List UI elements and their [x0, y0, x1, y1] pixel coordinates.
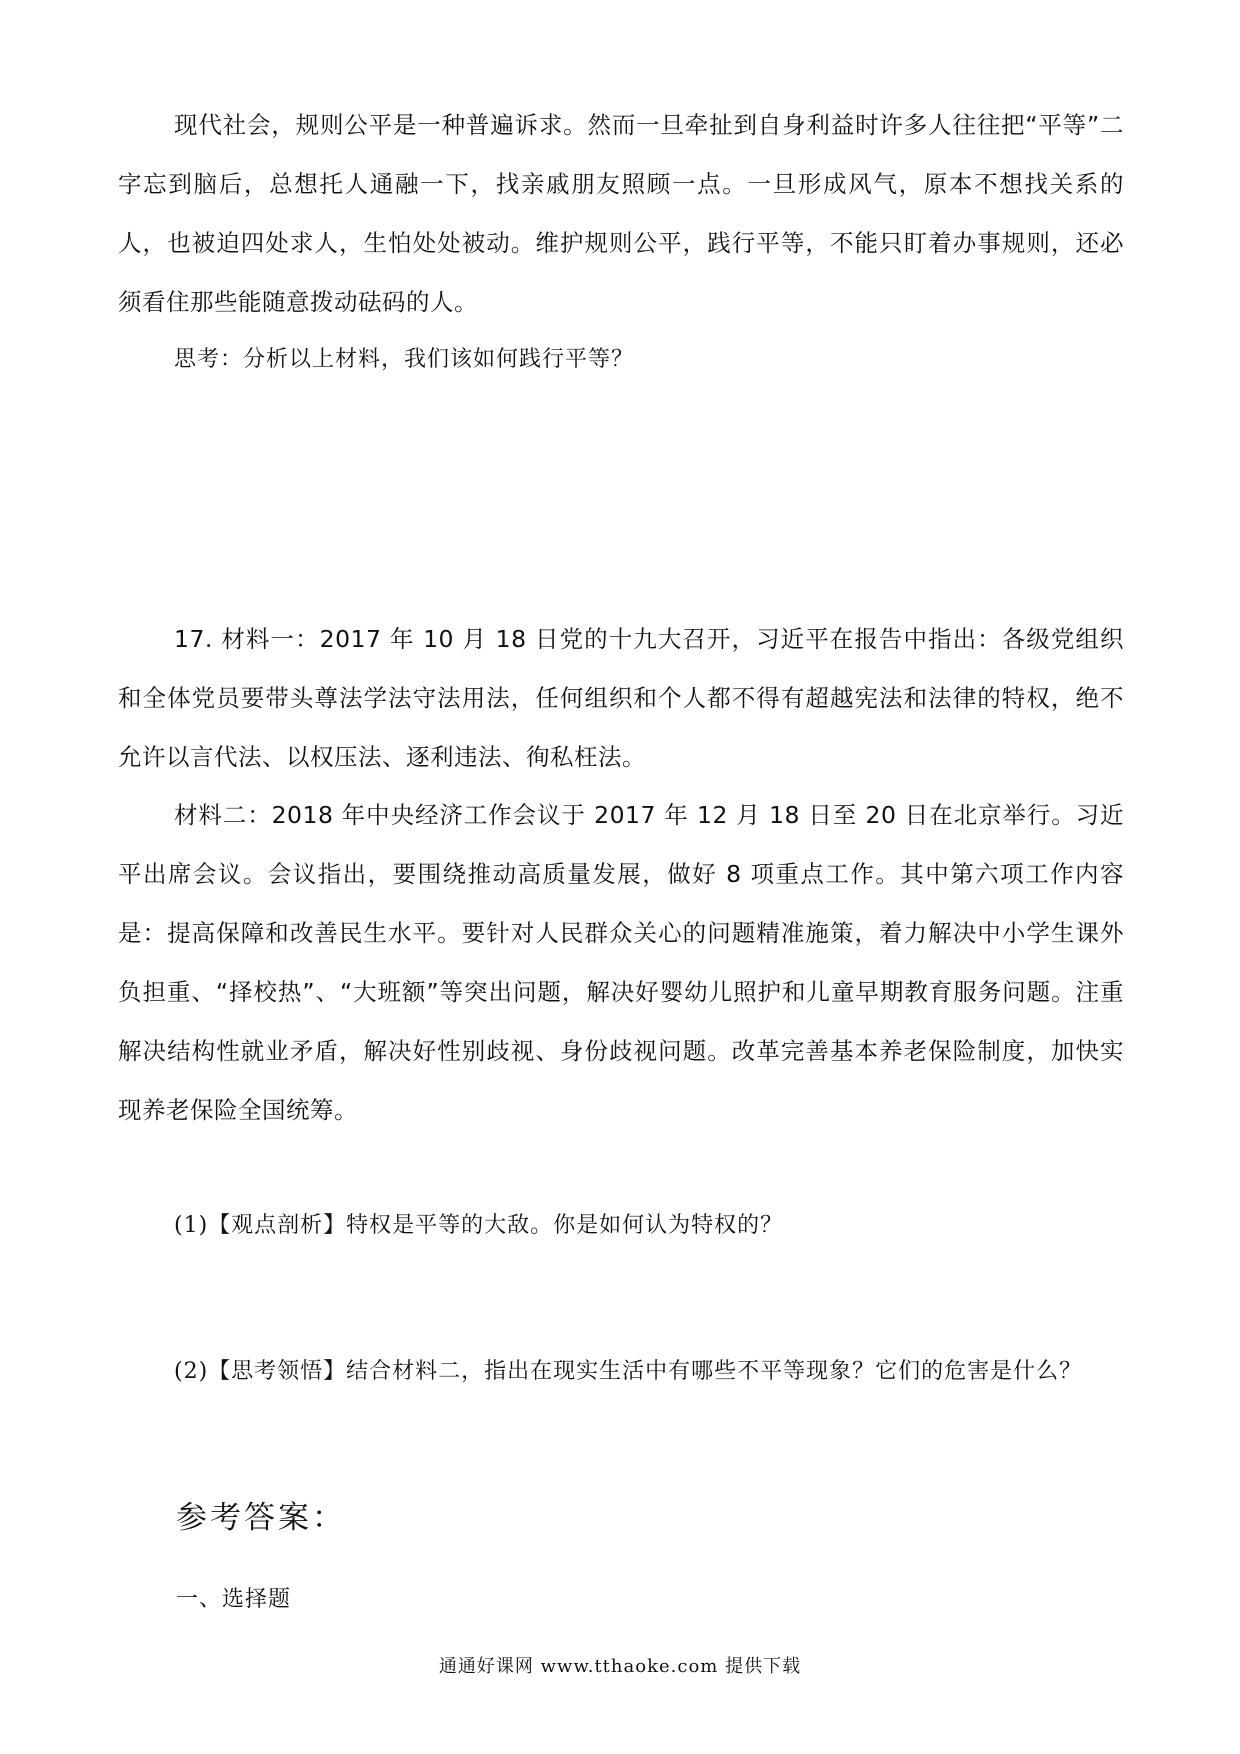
section-heading: 一、选择题	[176, 1587, 292, 1612]
q17-material-two: 材料二：2018 年中央经济工作会议于 2017 年 12 月 18 日至 20 日在北京举行。习近平出席会议。会议指出，要围绕推动高质量发展，做好 8 项重点工作。其中第六项工作内容是：提高保障和改善民生水平。要针对人民群众关心的问题精准施策，着力解决中小学生课外负担重、“择校热”、“大班额”等突出问题，解决好婴幼儿照护和儿童早期教育服务问题。注重解决结构性就业矛盾，解决好性别歧视、身份歧视问题。改革完善基本养老保险制度，加快实现养老保险全国统筹。	[118, 801, 1124, 1124]
answer-heading: 参考答案：	[176, 1500, 346, 1536]
q17-material-one: 17. 材料一：2017 年 10 月 18 日党的十九大召开，习近平在报告中指出：各级党组织和全体党员要带头尊法学法守法用法，任何组织和个人都不得有超越宪法和法律的特权，绝不允许以言代法、以权压法、逐利违法、徇私枉法。	[118, 625, 1124, 771]
think-question: 思考：分析以上材料，我们该如何践行平等？	[174, 347, 635, 372]
q17-subquestion-2: (2)【思考领悟】结合材料二，指出在现实生活中有哪些不平等现象？它们的危害是什么？	[174, 1359, 1083, 1384]
q17-subquestion-1: (1)【观点剖析】特权是平等的大敌。你是如何认为特权的？	[174, 1213, 784, 1238]
intro-paragraph: 现代社会，规则公平是一种普遍诉求。然而一旦牵扯到自身利益时许多人往往把“平等”二字忘到脑后，总想托人通融一下，找亲戚朋友照顾一点。一旦形成风气，原本不想找关系的人，也被迫四处求人，生怕处处被动。维护规则公平，践行平等，不能只盯着办事规则，还必须看住那些能随意拨动砝码的人。	[118, 111, 1124, 316]
page-footer: 通通好课网 www.tthaoke.com 提供下载	[438, 1656, 802, 1677]
